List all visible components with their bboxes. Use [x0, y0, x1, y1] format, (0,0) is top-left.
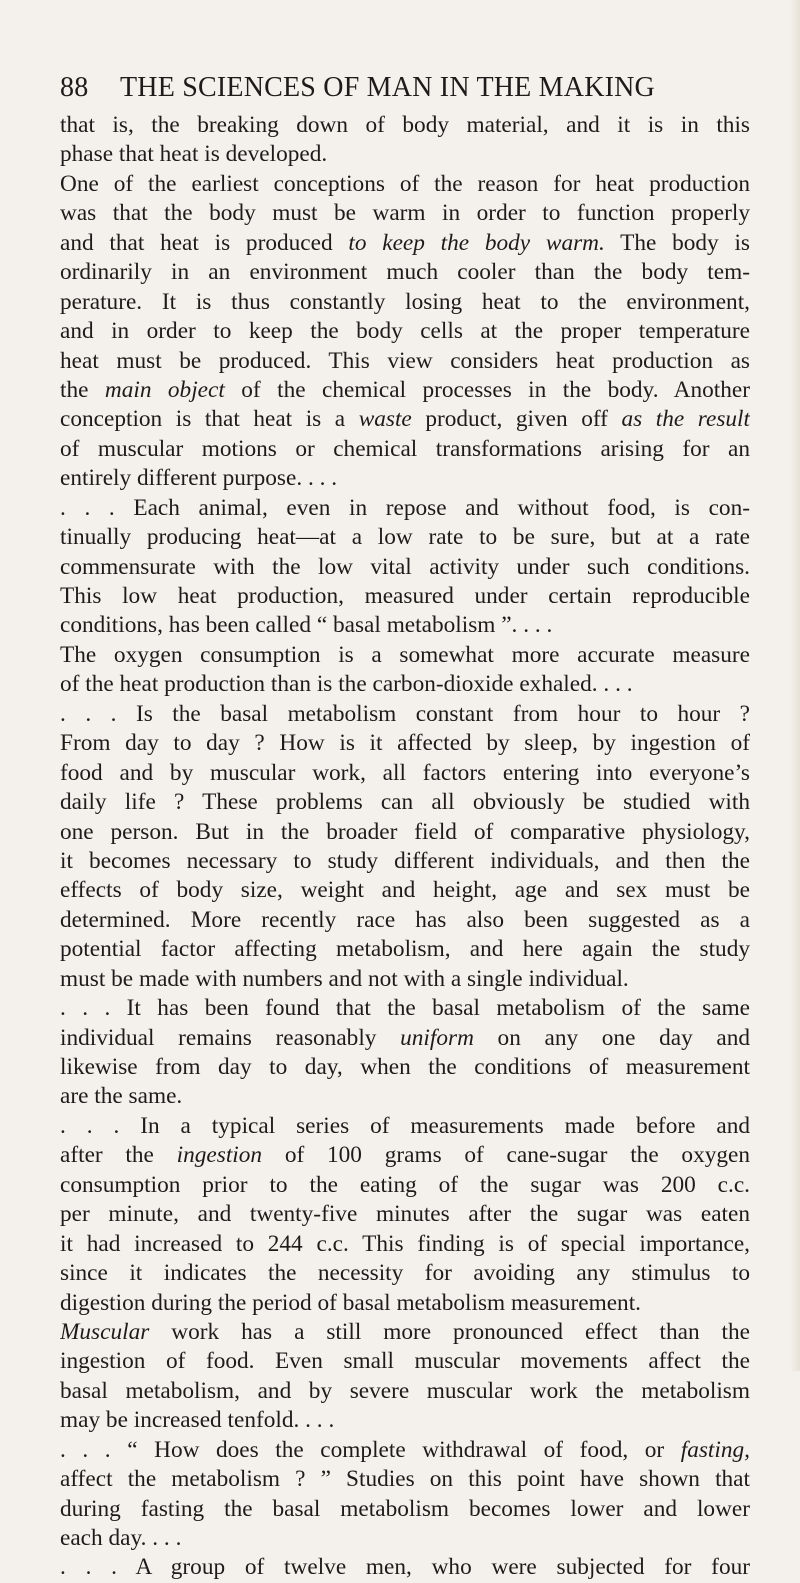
text-line [60, 111, 750, 140]
text-line [60, 288, 750, 317]
text-line [60, 1141, 750, 1170]
text-line [60, 523, 750, 552]
text-segment: of the heat production than is the carbon-dioxide exhaled. . . . [60, 671, 633, 698]
text-line [60, 405, 750, 434]
text-line [60, 847, 750, 876]
text-line [60, 1318, 750, 1347]
text-segment: may be increased tenfold. . . . [60, 1407, 335, 1434]
text-line [60, 1053, 750, 1082]
text-segment: . . . Each animal, even in repose and without food, is con- [60, 494, 750, 521]
italic-text: waste [358, 406, 412, 433]
text-segment: determined. More recently race has also been suggested as a [60, 906, 750, 933]
text-segment: individual remains reasonably [60, 1024, 401, 1051]
text-segment: . . . A group of twelve men, who were subjected for four [60, 1554, 750, 1581]
text-segment: consumption prior to the eating of the sugar was 200 c.c. [60, 1171, 750, 1198]
text-segment: One of the earliest conceptions of the reason for heat production [60, 170, 750, 197]
text-line [60, 641, 750, 670]
italic-text: uniform [400, 1024, 474, 1051]
text-line [60, 965, 750, 994]
text-line [60, 258, 750, 287]
text-line [60, 376, 750, 405]
body-text [60, 111, 750, 1583]
text-segment: . . . It has been found that the basal metabolism of the same [60, 995, 750, 1022]
text-segment: likewise from day to day, when the conditions of measurement [60, 1054, 750, 1080]
text-segment: ingestion of food. Even small muscular movements affect the [60, 1348, 750, 1375]
text-segment: and in order to keep the body cells at the proper temperature [60, 318, 750, 345]
text-line [60, 1200, 750, 1229]
text-line [60, 464, 750, 493]
text-line [60, 700, 750, 729]
text-segment: affect the metabolism ? ” Studies on this point have shown that [60, 1466, 750, 1493]
text-segment: during fasting the basal metabolism becomes lower and lower [60, 1495, 750, 1522]
text-line [60, 1347, 750, 1376]
text-segment: that is, the breaking down of body material, and it is in this [60, 112, 750, 138]
text-segment: per minute, and twenty-five minutes after the sugar was eaten [60, 1201, 750, 1228]
text-line [60, 317, 750, 346]
italic-text: main object [104, 376, 225, 403]
text-segment: each day. . . . [60, 1525, 182, 1551]
italic-text: ingestion [176, 1142, 263, 1169]
text-segment: ordinarily in an environment much cooler than the body tem- [60, 259, 750, 286]
text-line [60, 1171, 750, 1200]
text-line [60, 1230, 750, 1259]
page-header [60, 72, 750, 112]
text-segment: digestion during the period of basal metabolism measurement. [60, 1289, 641, 1316]
text-line [60, 1436, 750, 1465]
text-line [60, 347, 750, 376]
text-segment: daily life ? These problems can all obviously be studied with [60, 789, 750, 816]
text-segment: the [60, 376, 105, 403]
text-segment: conception is that heat is a [60, 406, 359, 433]
text-line [60, 1524, 750, 1553]
text-segment: . . . Is the basal metabolism constant from hour to hour ? [60, 700, 750, 727]
text-line [60, 1112, 750, 1141]
text-segment: must be made with numbers and not with a single individual. [60, 965, 629, 992]
text-segment: tinually producing heat—at a low rate to be sure, but at a rate [60, 524, 750, 551]
text-line [60, 1289, 750, 1318]
text-segment: conditions, has been called “ basal metabolism ”. . . . [60, 612, 553, 639]
text-segment: effects of body size, weight and height, age and sex must be [60, 877, 750, 904]
text-segment: of 100 grams of cane-sugar the oxygen [262, 1142, 750, 1169]
italic-text: as the result [621, 406, 750, 433]
text-line [60, 876, 750, 905]
text-line [60, 788, 750, 817]
text-line [60, 935, 750, 964]
text-line [60, 1259, 750, 1288]
text-segment: . . . In a typical series of measurements made before and [60, 1112, 750, 1139]
italic-text: Muscular [60, 1318, 150, 1345]
text-line [60, 818, 750, 847]
text-segment: basal metabolism, and by severe muscular work the metabolism [60, 1377, 750, 1404]
text-segment: work has a still more pronounced effect than the [149, 1318, 750, 1345]
text-line [60, 906, 750, 935]
text-line [60, 553, 750, 582]
page-edge [790, 0, 800, 1371]
italic-text: fasting, [680, 1436, 750, 1463]
text-segment: phase that heat is developed. [60, 141, 328, 168]
text-segment: of the chemical processes in the body. Another [224, 376, 750, 403]
text-line [60, 140, 750, 169]
text-segment: on any one day and [473, 1024, 750, 1051]
text-segment: was that the body must be warm in order to function properly [60, 200, 750, 227]
text-line [60, 582, 750, 611]
text-line [60, 229, 750, 258]
text-segment: The body is [604, 229, 750, 256]
text-segment: . . . “ How does the complete withdrawal of food, or [60, 1436, 681, 1463]
text-line [60, 1553, 750, 1582]
text-segment: potential factor affecting metabolism, and here again the study [60, 936, 750, 963]
text-line [60, 1495, 750, 1524]
text-line [60, 1024, 750, 1053]
text-line [60, 199, 750, 228]
text-line [60, 1465, 750, 1494]
text-segment: The oxygen consumption is a somewhat more accurate measure [60, 641, 750, 668]
text-line [60, 494, 750, 523]
text-line [60, 1082, 750, 1111]
text-line [60, 994, 750, 1023]
italic-text: to keep the body warm. [348, 229, 605, 256]
text-segment: food and by muscular work, all factors entering into everyone’s [60, 759, 750, 786]
running-title: THE SCIENCES OF MAN IN THE MAKING [120, 72, 655, 103]
text-segment: after the [60, 1142, 177, 1169]
text-segment: product, given off [411, 406, 622, 433]
text-segment: of muscular motions or chemical transformations arising for an [60, 435, 750, 462]
text-line [60, 729, 750, 758]
text-segment: are the same. [60, 1083, 183, 1110]
text-segment: entirely different purpose. . . . [60, 465, 338, 492]
text-line [60, 1377, 750, 1406]
text-segment: it had increased to 244 c.c. This finding is of special importance, [60, 1230, 750, 1257]
text-segment: This low heat production, measured under certain reproducible [60, 583, 750, 609]
text-segment: commensurate with the low vital activity under such conditions. [60, 553, 750, 580]
text-line [60, 1406, 750, 1435]
text-line [60, 170, 750, 199]
text-segment: perature. It is thus constantly losing heat to the environment, [60, 288, 750, 315]
text-line [60, 435, 750, 464]
text-line [60, 611, 750, 640]
text-segment: since it indicates the necessity for avoiding any stimulus to [60, 1260, 750, 1287]
text-line [60, 759, 750, 788]
page-number: 88 [60, 72, 89, 103]
text-segment: From day to day ? How is it affected by sleep, by ingestion of [60, 730, 750, 757]
text-segment: and that heat is produced [60, 229, 349, 256]
text-segment: heat must be produced. This view considers heat production as [60, 347, 750, 374]
text-segment: it becomes necessary to study different individuals, and then the [60, 847, 750, 874]
text-line [60, 670, 750, 699]
text-segment: one person. But in the broader field of comparative physiology, [60, 818, 750, 845]
